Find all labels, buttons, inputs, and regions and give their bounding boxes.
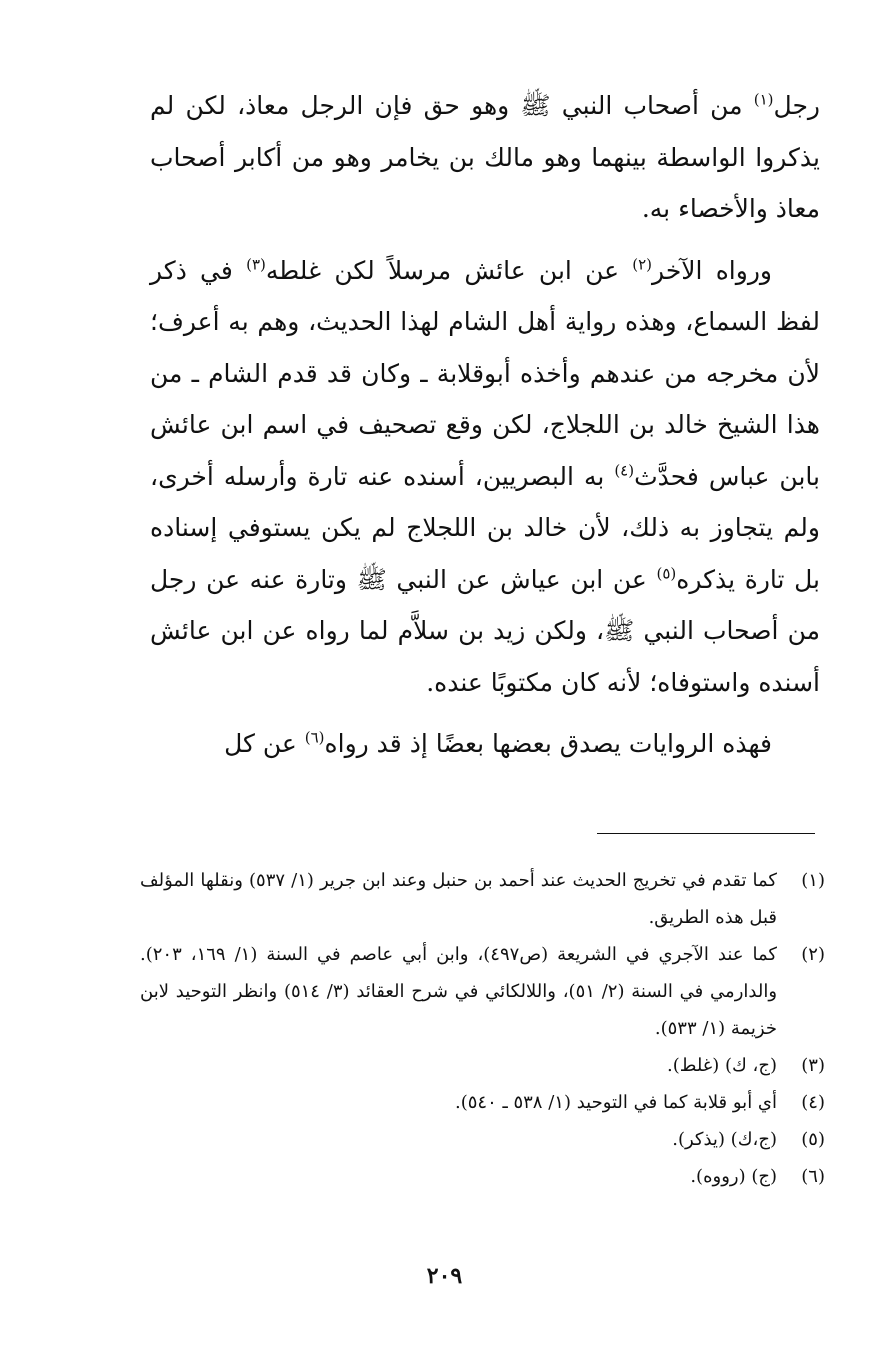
footnote-item bbox=[140, 862, 825, 936]
footnote-text: (ج،ك) (يذكر). bbox=[672, 1129, 777, 1150]
paragraph-text: عن كل bbox=[224, 729, 305, 758]
footnote-marker: (٥) bbox=[656, 564, 677, 583]
paragraph-text: به البصريين، أسنده عنه تارة وأرسله أخرى، ولم يتجاوز به ذلك، لأن خالد بن اللجلاج لم يكن يستوفي إسناده بل تارة يذكره bbox=[150, 461, 820, 594]
body-paragraph bbox=[150, 245, 820, 709]
body-paragraph bbox=[150, 80, 820, 235]
footnote-text: كما عند الآجري في الشريعة (ص٤٩٧)، وابن أبي عاصم في السنة (١/ ١٦٩، ٢٠٣). والدارمي في السنة (٢/ ٥١)، واللالكائي في شرح العقائد (٣/ ٥١٤) وانظر التوحيد لابن خزيمة (١/ ٥٣٣). bbox=[140, 944, 778, 1039]
footnote-number: (١) bbox=[801, 870, 825, 891]
page-number: ٢٠٩ bbox=[426, 1263, 463, 1289]
footnote-marker: (٦) bbox=[304, 728, 325, 747]
footnote-number: (٢) bbox=[801, 944, 825, 965]
paragraph-text: ورواه الآخر bbox=[652, 255, 772, 285]
footnote-text: (ج) (رووه). bbox=[690, 1166, 777, 1187]
paragraph-text: فهذه الروايات يصدق بعضها بعضًا إذ قد رواه bbox=[324, 729, 772, 758]
footnote-separator bbox=[597, 833, 815, 834]
footnote-number: (٦) bbox=[801, 1166, 825, 1187]
footnote-number: (٣) bbox=[801, 1055, 825, 1076]
main-text bbox=[150, 80, 820, 780]
footnote-marker: (١) bbox=[753, 90, 774, 109]
paragraph-text: عن ابن عياش عن النبي ﷺ وتارة عنه عن رجل من أصحاب النبي ﷺ، ولكن زيد بن سلاَّم لما رواه عن ابن عائش أسنده واستوفاه؛ لأنه كان مكتوبًا عنده. bbox=[150, 564, 820, 697]
footnote-number: (٤) bbox=[801, 1092, 825, 1113]
paragraph-text: رجل bbox=[773, 91, 820, 120]
footnote-marker: (٤) bbox=[614, 461, 635, 480]
footnote-item bbox=[140, 1047, 825, 1084]
footnote-item bbox=[140, 1084, 825, 1121]
footnote-text: أي أبو قلابة كما في التوحيد (١/ ٥٣٨ ـ ٥٤٠). bbox=[454, 1092, 777, 1113]
footnote-item bbox=[140, 1121, 825, 1158]
body-paragraph bbox=[150, 718, 820, 770]
footnote-item bbox=[140, 936, 825, 1047]
footnote-marker: (٢) bbox=[632, 255, 653, 274]
footnote-marker: (٣) bbox=[246, 255, 266, 274]
footnotes-section bbox=[140, 862, 825, 1195]
paragraph-text: عن ابن عائش مرسلاً لكن غلطه bbox=[265, 255, 633, 285]
paragraph-text: من أصحاب النبي ﷺ وهو حق فإن الرجل معاذ، لكن لم يذكروا الواسطة بينهما وهو مالك بن يخامر وهو من أكابر أصحاب معاذ والأخصاء به. bbox=[150, 91, 820, 223]
footnote-item bbox=[140, 1158, 825, 1195]
paragraph-text: في ذكر لفظ السماع، وهذه رواية أهل الشام لهذا الحديث، وهم به أعرف؛ لأن مخرجه من عندهم وأخذه أبوقلابة ـ وكان قد قدم الشام ـ من هذا الشيخ خالد بن اللجلاج، لكن وقع تصحيف في اسم ابن عائش بابن عباس فحدَّث bbox=[150, 255, 820, 491]
footnote-text: (ج، ك) (غلط). bbox=[667, 1055, 777, 1076]
footnote-number: (٥) bbox=[801, 1129, 825, 1150]
footnote-text: كما تقدم في تخريج الحديث عند أحمد بن حنبل وعند ابن جرير (١/ ٥٣٧) ونقلها المؤلف قبل هذه الطريق. bbox=[140, 870, 777, 928]
